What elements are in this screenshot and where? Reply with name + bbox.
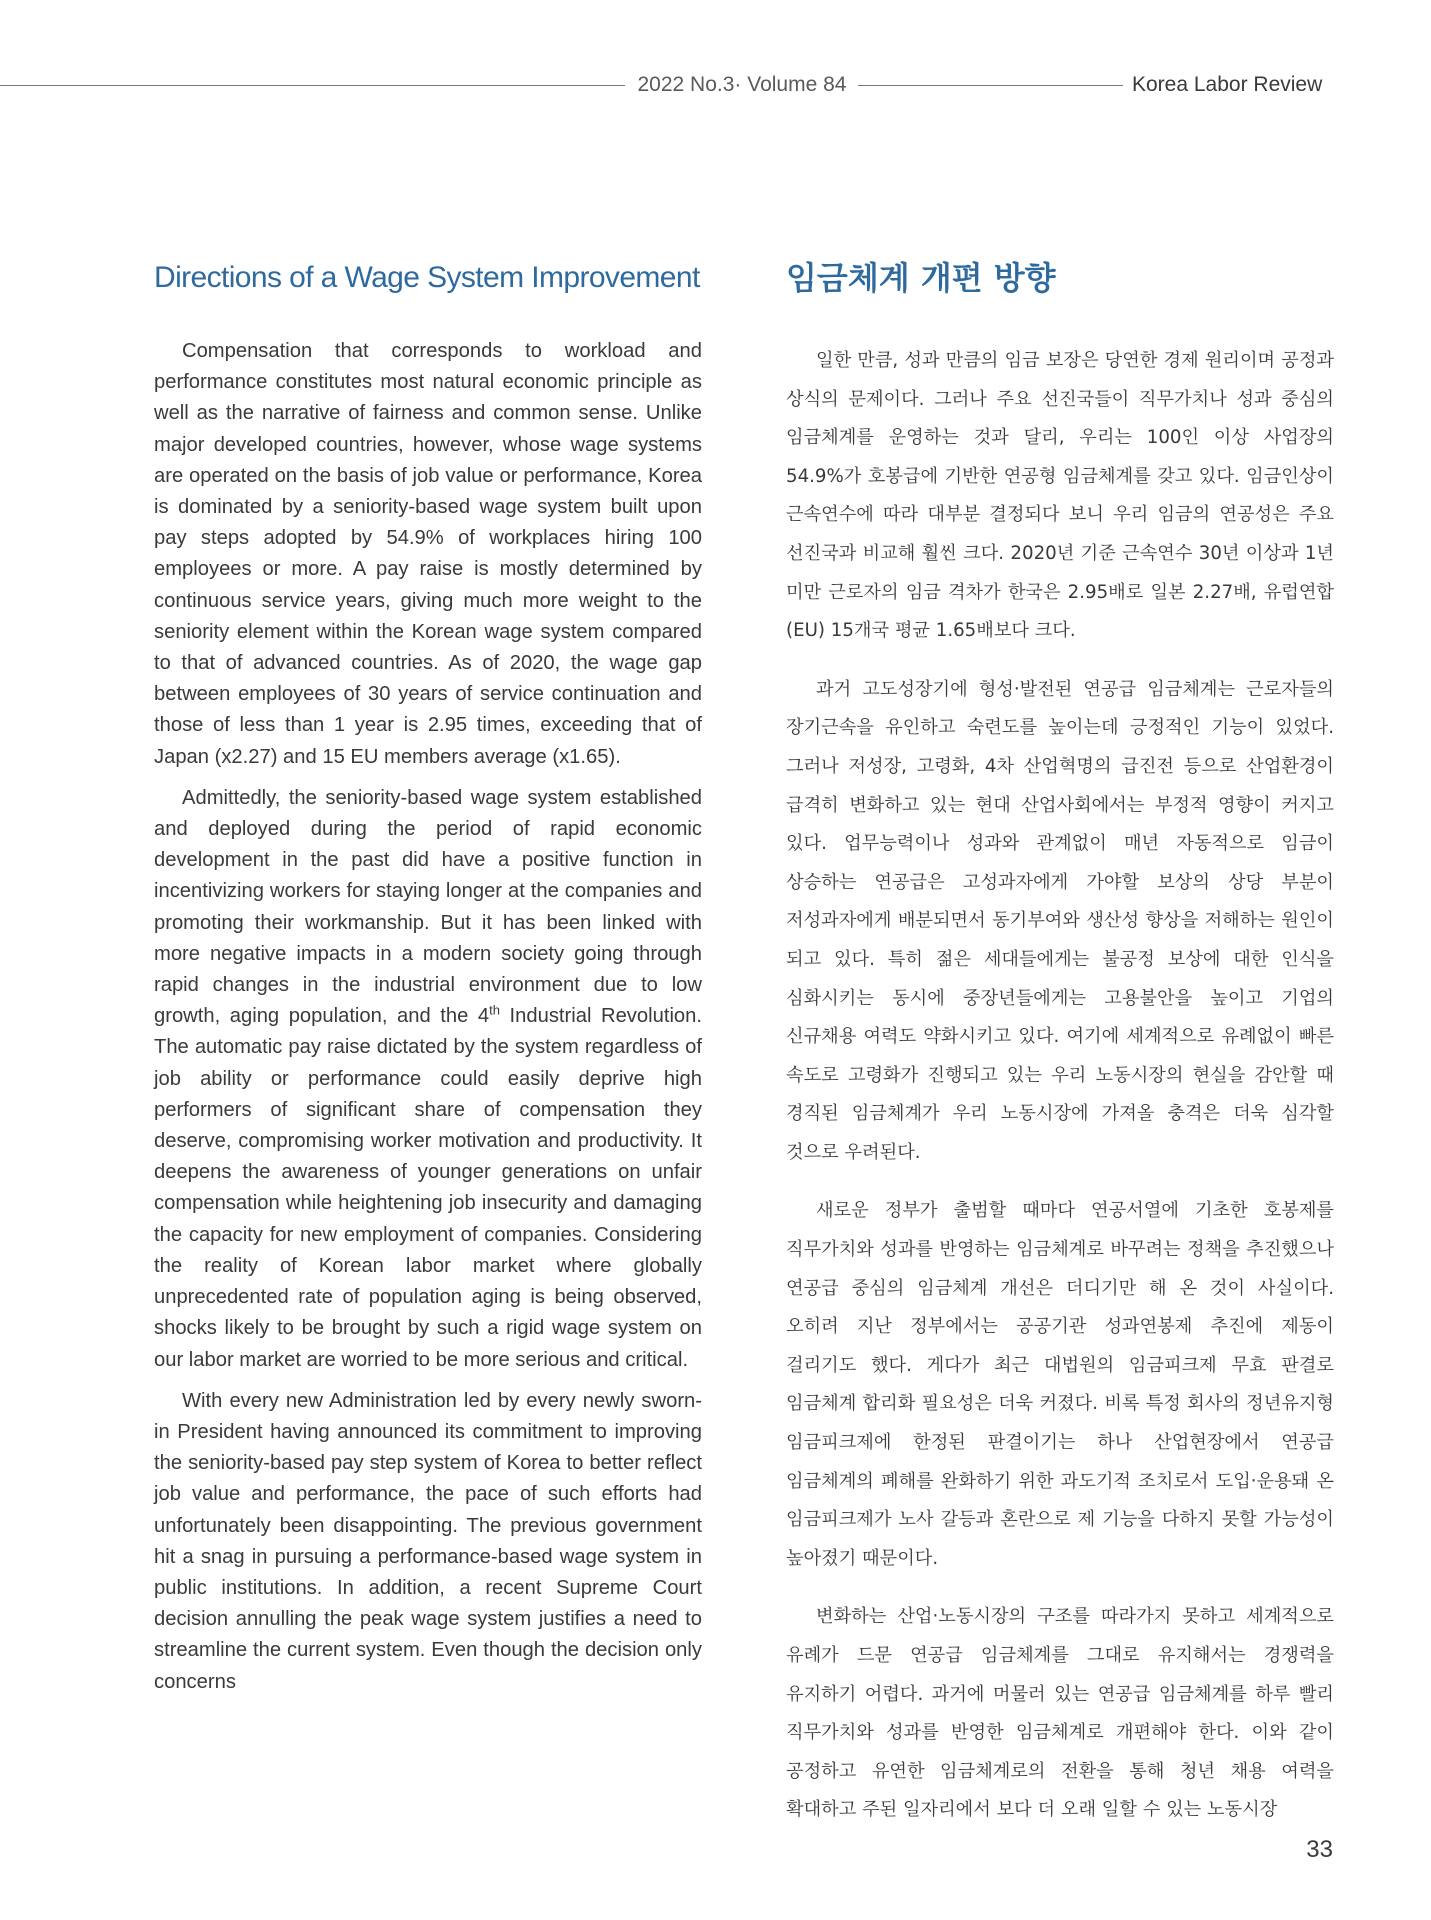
korean-section-title: 임금체계 개편 방향 xyxy=(786,259,1056,297)
korean-column xyxy=(786,252,1334,1850)
header-rule-left xyxy=(0,85,625,86)
issue-label: 2022 No.3· Volume 84 xyxy=(637,73,847,96)
header-rule-middle xyxy=(858,85,1123,86)
korean-paragraph-3: 새로운 정부가 출범할 때마다 연공서열에 기초한 호봉제를 직무가치와 성과를 반영하는 임금체계로 바꾸려는 정책을 추진했으나 연공급 중심의 임금체계 개선은 더디기만 해 온 것이 사실이다. 오히려 지난 정부에서는 공공기관 성과연봉제 추진에 제동이 걸리기도 했다. 게다가 최근 대법원의 임금피크제 무효 판결로 임금체계 합리화 필요성은 더욱 커졌다. 비록 특정 회사의 정년유지형 임금피크제에 한정된 판결이기는 하나 산업현장에서 연공급 임금체계의 폐해를 완화하기 위한 과도기적 조치로서 도입·운용돼 온 임금피크제가 노사 갈등과 혼란으로 제 기능을 다하지 못할 가능성이 높아졌기 때문이다. xyxy=(786,1200,1334,1569)
page-number: 33 xyxy=(1306,1836,1333,1863)
journal-title: Korea Labor Review xyxy=(1132,73,1323,96)
korean-paragraph-1: 일한 만큼, 성과 만큼의 임금 보장은 당연한 경제 원리이며 공정과 상식의 문제이다. 그러나 주요 선진국들이 직무가치나 성과 중심의 임금체계를 운영하는 것과 달리, 우리는 100인 이상 사업장의 54.9%가 호봉급에 기반한 연공형 임금체계를 갖고 있다. 임금인상이 근속연수에 따라 대부분 결정되다 보니 우리 임금의 연공성은 주요 선진국과 비교해 훨씬 크다. 2020년 기준 근속연수 30년 이상과 1년 미만 근로자의 임금 격차가 한국은 2.95배로 일본 2.27배, 유럽연합(EU) 15개국 평균 1.65배보다 크다. xyxy=(786,350,1334,642)
korean-paragraph-2: 과거 고도성장기에 형성·발전된 연공급 임금체계는 근로자들의 장기근속을 유인하고 숙련도를 높이는데 긍정적인 기능이 있었다. 그러나 저성장, 고령화, 4차 산업혁명의 급진전 등으로 산업환경이 급격히 변화하고 있는 현대 산업사회에서는 부정적 영향이 커지고 있다. 업무능력이나 성과와 관계없이 매년 자동적으로 임금이 상승하는 연공급은 고성과자에게 가야할 보상의 상당 부분이 저성과자에게 배분되면서 동기부여와 생산성 향상을 저해하는 원인이 되고 있다. 특히 젊은 세대들에게는 불공정 보상에 대한 인식을 심화시키는 동시에 중장년들에게는 고용불안을 높이고 기업의 신규채용 여력도 약화시키고 있다. 여기에 세계적으로 유례없이 빠른 속도로 고령화가 진행되고 있는 우리 노동시장의 현실을 감안할 때 경직된 임금체계가 우리 노동시장에 가져올 충격은 더욱 심각할 것으로 우려된다. xyxy=(786,678,1334,1163)
english-paragraph-3: With every new Administration led by every newly sworn-in President having announced its commitment to improving the seniority-based pay step system of Korea to better reflect job value and performance, the pace of such efforts had unfortunately been disappointing. The previous government hit a snag in pursuing a performance-based wage system in public institutions. In addition, a recent Supreme Court decision annulling the peak wage system justifies a need to streamline the current system. Even though the decision only concerns xyxy=(154,1389,702,1693)
korean-paragraph-4: 변화하는 산업·노동시장의 구조를 따라가지 못하고 세계적으로 유례가 드문 연공급 임금체계를 그대로 유지해서는 경쟁력을 유지하기 어렵다. 과거에 머물러 있는 연공급 임금체계를 하루 빨리 직무가치와 성과를 반영한 임금체계로 개편해야 한다. 이와 같이 공정하고 유연한 임금체계로의 전환을 통해 청년 채용 여력을 확대하고 주된 일자리에서 보다 더 오래 일할 수 있는 노동시장 xyxy=(786,1606,1334,1821)
english-paragraph-1: Compensation that corresponds to workload and performance constitutes most natural economic principle as well as the narrative of fairness and common sense. Unlike major developed countries, however, whose wage systems are operated on the basis of job value or performance, Korea is dominated by a seniority-based wage system built upon pay steps adopted by 54.9% of workplaces hiring 100 employees or more. A pay raise is mostly determined by continuous service years, giving much more weight to the seniority element within the Korean wage system compared to that of advanced countries. As of 2020, the wage gap between employees of 30 years of service continuation and those of less than 1 year is 2.95 times, exceeding that of Japan (x2.27) and 15 EU members average (x1.65). xyxy=(154,340,702,768)
english-column xyxy=(154,252,702,1708)
english-paragraph-2: Admittedly, the seniority-based wage system established and deployed during the period of rapid economic development in the past did have a positive function in incentivizing workers for staying longer at the companies and promoting their workmanship. But it has been linked with more negative impacts in a modern society going through rapid changes in the industrial environment due to low growth, aging population, and the 4th Industrial Revolution. The automatic pay raise dictated by the system regardless of job ability or performance could easily deprive high performers of significant share of compensation they deserve, compromising worker motivation and productivity. It deepens the awareness of younger generations on unfair compensation while heightening job insecurity and damaging the capacity for new employment of companies. Considering the reality of Korean labor market where globally unprecedented rate of population aging is being observed, shocks likely to be brought by such a rigid wage system on our labor market are worried to be more serious and critical. xyxy=(154,786,702,1371)
english-section-title: Directions of a Wage System Improvement xyxy=(154,261,700,294)
